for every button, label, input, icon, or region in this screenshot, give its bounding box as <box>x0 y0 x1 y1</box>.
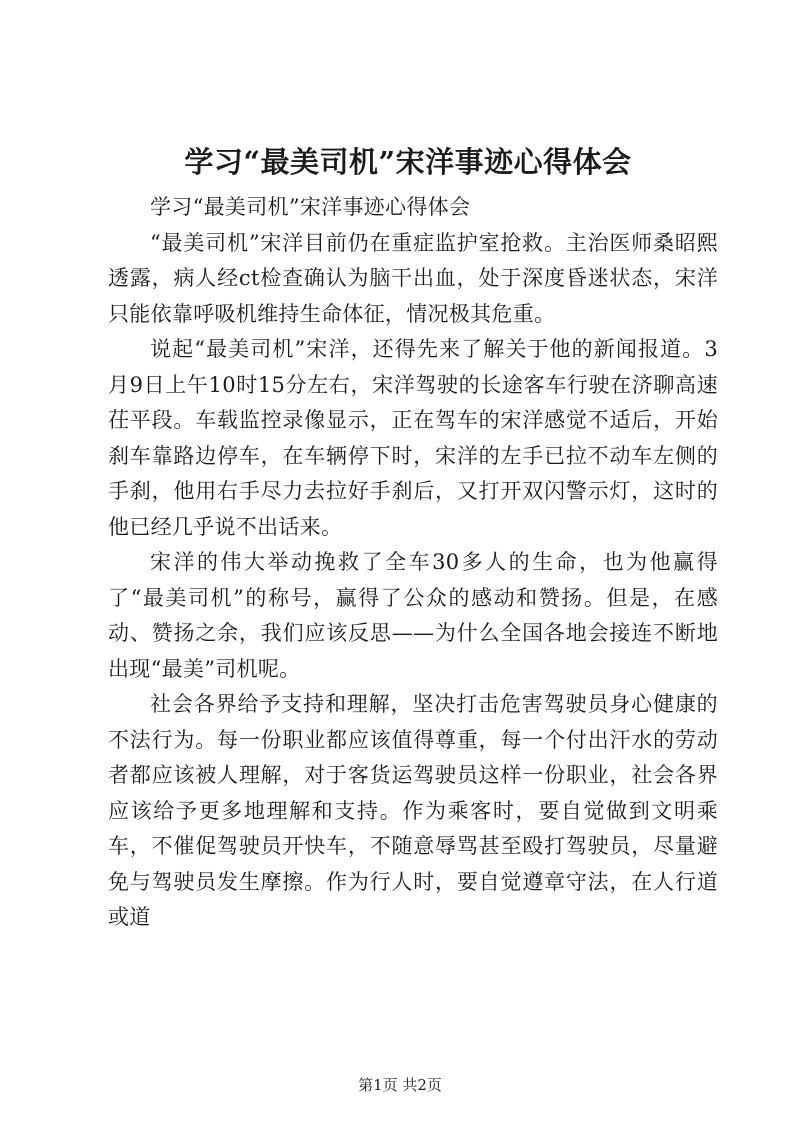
body-paragraph: 说起“最美司机”宋洋，还得先来了解关于他的新闻报道。3月9日上午10时15分左右，宋洋驾驶的长途客车行驶在济聊高速茌平段。车载监控录像显示，正在驾车的宋洋感觉不适后，开始刹车靠路边停车，在车辆停下时，宋洋的左手已拉不动车左侧的手刹，他用右手尽力去拉好手刹后，又打开双闪警示灯，这时的他已经几乎说不出话来。 <box>108 337 718 539</box>
document-body <box>108 190 718 936</box>
body-paragraph: 社会各界给予支持和理解，坚决打击危害驾驶员身心健康的不法行为。每一份职业都应该值得尊重，每一个付出汗水的劳动者都应该被人理解，对于客货运驾驶员这样一份职业，社会各界应该给予更多地理解和支持。作为乘客时，要自觉做到文明乘车，不催促驾驶员开快车，不随意辱骂甚至殴打驾驶员，尽量避免与驾驶员发生摩擦。作为行人时，要自觉遵章守法，在人行道或道 <box>108 692 718 929</box>
body-paragraph: “最美司机”宋洋目前仍在重症监护室抢救。主治医师桑昭熙透露，病人经ct检查确认为脑干出血，处于深度昏迷状态，宋洋只能依靠呼吸机维持生命体征，情况极其危重。 <box>108 230 718 326</box>
page-number-footer: 第1页 共2页 <box>358 1076 442 1094</box>
document-title: 学习“最美司机”宋洋事迹心得体会 <box>184 145 632 179</box>
body-paragraph: 宋洋的伟大举动挽救了全车30多人的生命，也为他赢得了“最美司机”的称号，赢得了公众的感动和赞扬。但是，在感动、赞扬之余，我们应该反思——为什么全国各地会接连不断地出现“最美”司机呢。 <box>108 550 718 681</box>
subtitle-paragraph: 学习“最美司机”宋洋事迹心得体会 <box>150 195 471 219</box>
